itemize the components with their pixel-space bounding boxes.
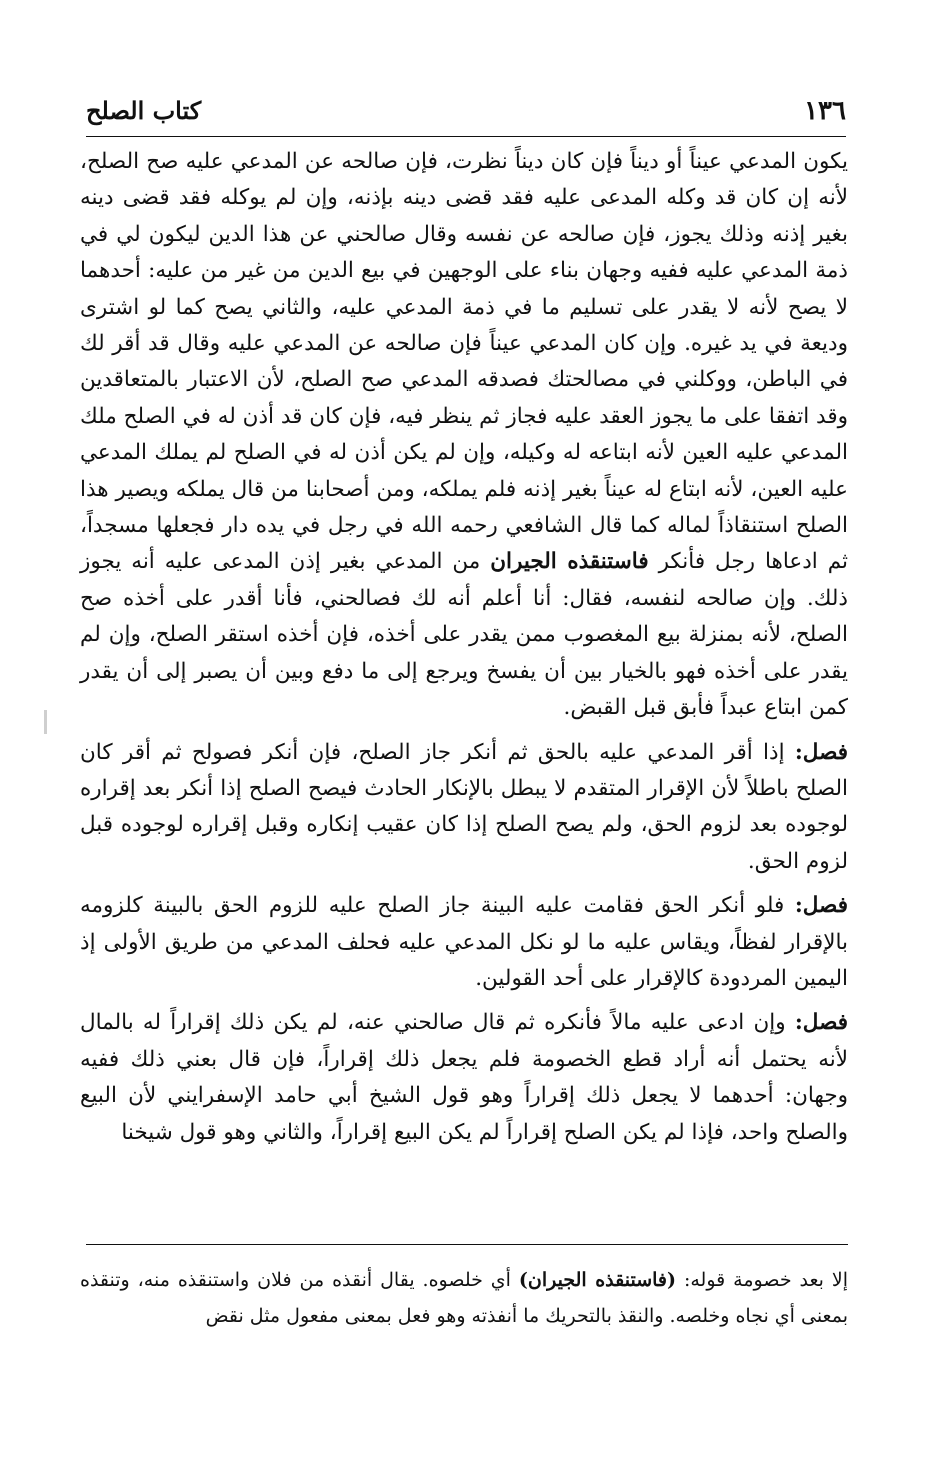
header-rule [86, 136, 846, 137]
footnote-text: أي خلصوه. يقال أنقذه من فلان واستنقذه منه، وتنقذه بمعنى أي نجاه وخلصه. والنقذ بالتحريك ما أنفذته وهو فعل بمعنى مفعول مثل نقض [80, 1269, 848, 1327]
paragraph-3 [80, 888, 848, 997]
paragraph-1-rest: من المدعي بغير إذن المدعى عليه أنه يجوز ذلك. وإن صالحه لنفسه، فقال: أنا أعلم أنه لك فصالحني، فأنا أقدر على أخذه صح الصلح، لأنه بمنزلة بيع المغصوب ممن يقدر على أخذه، فإن أخذه استقر الصلح، وإن لم يقدر على أخذه فهو بالخيار بين أن يفسخ ويرجع إلى ما دفع وبين أن يصبر إلى أن يقدر كمن ابتاع عبداً فأبق قبل القبض. [80, 549, 849, 721]
paragraph-1-text: يكون المدعي عيناً أو ديناً فإن كان ديناً نظرت، فإن صالحه عن المدعي عليه صح الصلح، لأنه إن كان قد وكله المدعى عليه فقد قضى دينه بإذنه، وإن لم يوكله فقد قضى دينه بغير إذنه وذلك يجوز، فإن صالحه عن نفسه وقال صالحني عن هذا الدين ليكون لي في ذمة المدعي عليه ففيه وجهان بناء على الوجهين في بيع الدين من غير من عليه: أحدهما لا يصح لأنه لا يقدر على تسليم ما في ذمة المدعي عليه، والثاني يصح كما لو اشترى وديعة في يد غيره. وإن كان المدعي عيناً فإن صالحه عن المدعي عليه وقال قد أقر لك في الباطن، ووكلني في مصالحتك فصدقه المدعي صح الصلح، لأن الاعتبار بالمتعاقدين وقد اتفقا على ما يجوز العقد عليه فجاز ثم ينظر فيه، فإن كان قد أذن له في الصلح ملك المدعي عليه العين لأنه ابتاعه له وكيله، وإن لم يكن أذن له في الصلح لم يملك المدعي عليه العين، لأنه ابتاع له عيناً بغير إذنه فلم يملكه، ومن أصحابنا من قال يملكه ويصير هذا الصلح استنقاذاً لماله كما قال الشافعي رحمه الله في رجل في يده دار فجعلها مسجداً، ثم ادعاها رجل فأنكر [80, 149, 848, 575]
fasl-label: فصل: [794, 1010, 848, 1036]
footnote [80, 1262, 848, 1334]
page-number: ١٣٦ [804, 96, 846, 126]
paragraph-1 [80, 144, 848, 727]
paragraph-2 [80, 735, 848, 881]
paragraph-3-text: فلو أنكر الحق فقامت عليه البينة جاز الصلح عليه للزوم الحق بالبينة كلزومه بالإقرار لفظاً، ويقاس عليه ما لو نكل المدعي عليه فحلف المدعي من طريق الأولى إذ اليمين المردودة كالإقرار على أحد القولين. [80, 893, 848, 991]
fasl-label: فصل: [794, 893, 848, 919]
footnote-lead: إلا بعد خصومة قوله: [683, 1269, 848, 1291]
footnote-rule [86, 1244, 848, 1245]
main-text [80, 144, 848, 1159]
paragraph-2-text: إذا أقر المدعي عليه بالحق ثم أنكر جاز الصلح، فإن أنكر فصولح ثم أقر كان الصلح باطلاً لأن الإقرار المتقدم لا يبطل بالإنكار الحادث فيصح الصلح إذا أنكر بعد إقراره لوجوده بعد لزوم الحق، ولم يصح الصلح إذا كان عقيب إنكاره وقبل إقراره لوجوده قبل لزوم الحق. [80, 739, 848, 874]
paragraph-4 [80, 1005, 848, 1151]
paragraph-4-text: وإن ادعى عليه مالاً فأنكره ثم قال صالحني عنه، لم يكن ذلك إقراراً له بالمال لأنه يحتمل أنه أراد قطع الخصومة فلم يجعل ذلك إقراراً، فإن قال بعني ذلك ففيه وجهان: أحدهما لا يجعل ذلك إقراراً وهو قول الشيخ أبي حامد الإسفرايني لأن البيع والصلح واحد، فإذا لم يكن الصلح إقراراً لم يكن البيع إقراراً، والثاني وهو قول شيخنا [80, 1010, 848, 1145]
running-title: كتاب الصلح [86, 96, 202, 125]
fasl-label: فصل: [794, 739, 848, 765]
paragraph-1-bold-term: فاستنقذه الجيران [490, 549, 649, 575]
page-header [86, 92, 846, 136]
footnote-bold-term: (فاستنقذه الجيران) [518, 1269, 676, 1291]
margin-mark [44, 710, 47, 734]
